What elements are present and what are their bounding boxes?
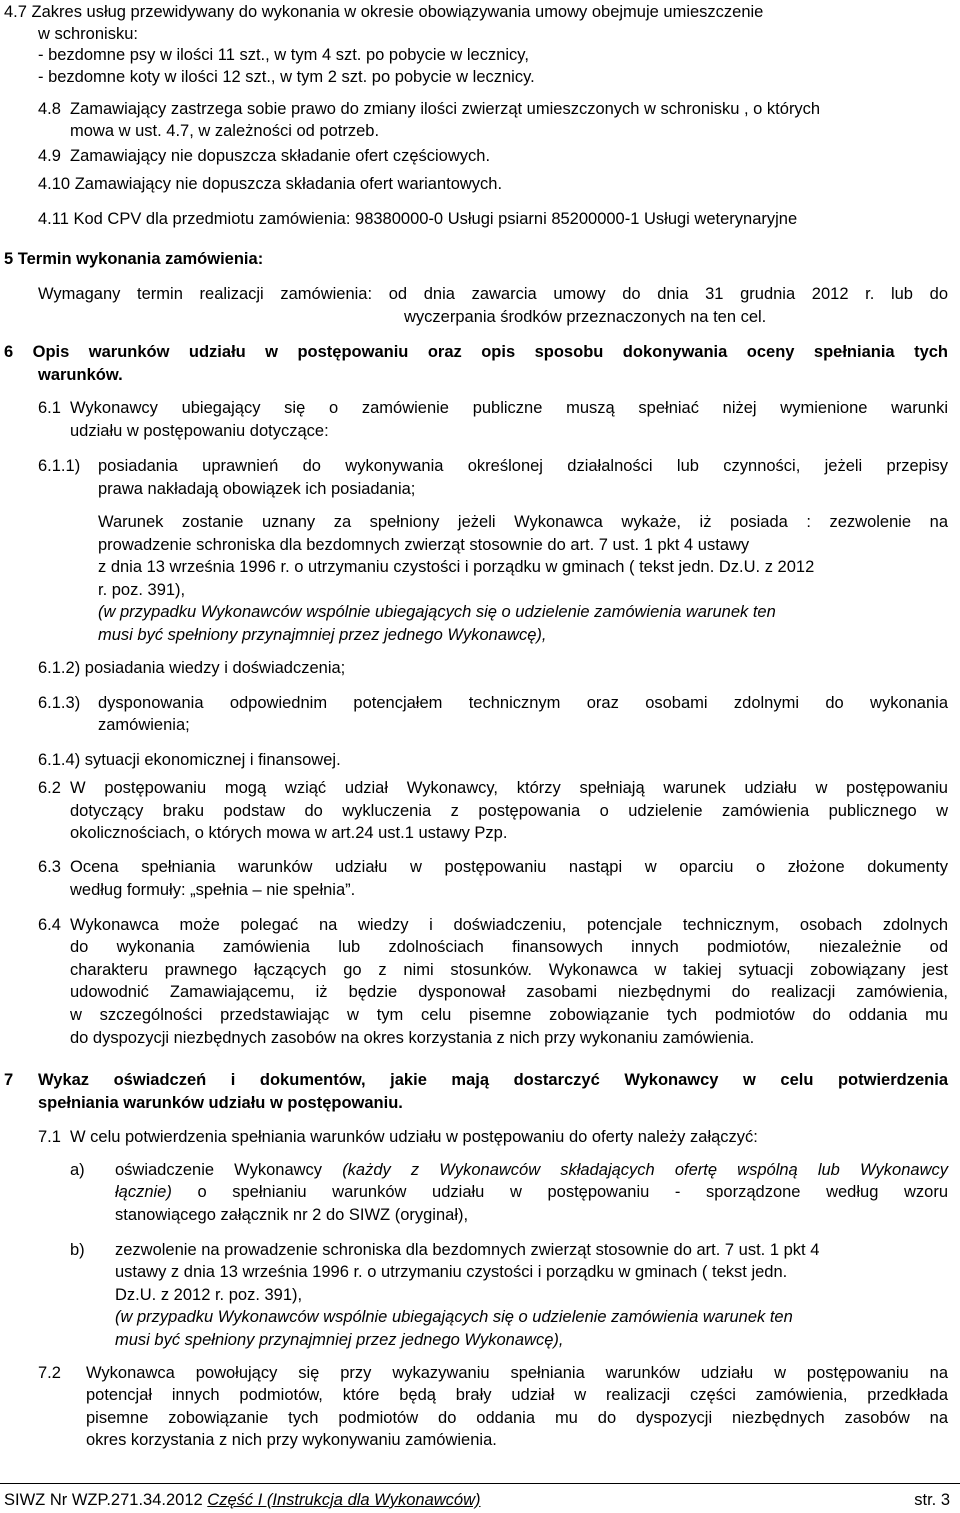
para-6-3-line-1: Ocena spełniania warunków udziału w postępowaniu nastąpi w oparciu o złożone dokumenty (70, 858, 948, 876)
para-6-4-line-3: charakteru prawnego łączących go z nimi stosunków. Wykonawca w takiej sytuacji zobowiązany jest (70, 961, 948, 979)
condition-line-4: r. poz. 391), (98, 581, 186, 599)
para-4-10: 4.10 Zamawiający nie dopuszcza składania ofert wariantowych. (38, 175, 503, 193)
section-5-line-1: Wymagany termin realizacji zamówienia: od dnia zawarcia umowy do dnia 31 grudnia 2012 r. lub do (38, 285, 948, 303)
item-a-line-3: stanowiącego załącznik nr 2 do SIWZ (oryginał), (115, 1206, 469, 1224)
para-4-9-text: Zamawiający nie dopuszcza składanie ofert częściowych. (70, 147, 491, 165)
condition-line-5: (w przypadku Wykonawców wspólnie ubiegających się o udzielenie zamówienia warunek ten (98, 603, 776, 621)
condition-line-6: musi być spełniony przynajmniej przez jednego Wykonawcę), (98, 626, 547, 644)
para-6-4-line-1: Wykonawca może polegać na wiedzy i doświadczeniu, potencjale technicznym, osobach zdolnych (70, 916, 948, 934)
condition-line-2: prowadzenie schroniska dla bezdomnych zwierząt stosownie do art. 7 ust. 1 pkt 4 ustawy (98, 536, 750, 554)
para-6-1-number: 6.1 (38, 399, 61, 417)
para-6-2-line-2: dotyczący braku podstaw do wykluczenia z postępowania o udzielenie zamówienia publicznego w (70, 802, 948, 820)
para-6-1-3-line-2: zamówienia; (98, 716, 190, 734)
para-4-8-number: 4.8 (38, 100, 61, 118)
section-5-line-2: wyczerpania środków przeznaczonych na ten cel. (404, 308, 767, 326)
condition-line-3: z dnia 13 września 1996 r. o utrzymaniu czystości i porządku w gminach ( tekst jedn. Dz.U. z 2012 (98, 558, 815, 576)
item-b-line-4: (w przypadku Wykonawców wspólnie ubiegających się o udzielenie zamówienia warunek ten (115, 1308, 793, 1326)
item-a-line-1 (115, 1160, 948, 1180)
para-6-2-line-3: okolicznościach, o których mowa w art.24 ust.1 ustawy Pzp. (70, 824, 508, 842)
section-7-number: 7 (4, 1071, 14, 1089)
para-6-3-line-2: według formuły: „spełnia – nie spełnia”. (70, 881, 356, 899)
para-7-1-text: W celu potwierdzenia spełniania warunków udziału w postępowaniu do oferty należy załączyć: (70, 1128, 758, 1146)
para-7-2-line-4: okres korzystania z nich przy wykonywaniu zamówienia. (86, 1431, 497, 1449)
para-7-2-number: 7.2 (38, 1364, 61, 1382)
para-6-4-line-6: do dyspozycji niezbędnych zasobów na okres korzystania z nich przy wykonaniu zamówienia. (70, 1029, 755, 1047)
footer-page-number: str. 3 (914, 1491, 950, 1509)
para-6-4-line-2: do wykonania zamówienia lub zdolnościach finansowych innych podmiotów, niezależnie od (70, 938, 948, 956)
section-7-heading-line-2: spełniania warunków udziału w postępowaniu. (38, 1094, 403, 1112)
para-4-7-line-4: - bezdomne koty w ilości 12 szt., w tym 2 szt. po pobycie w lecznicy. (38, 68, 535, 86)
para-4-7-line-3: - bezdomne psy w ilości 11 szt., w tym 4 szt. po pobycie w lecznicy, (38, 46, 529, 64)
item-a-line-2-plain: o spełnianiu warunków udziału w postępowaniu - sporządzone według wzoru (171, 1183, 948, 1201)
section-5-heading: 5 Termin wykonania zamówienia: (4, 250, 264, 268)
para-7-1-number: 7.1 (38, 1128, 61, 1146)
item-b-line-2: ustawy z dnia 13 września 1996 r. o utrzymaniu czystości i porządku w gminach ( tekst jedn. (115, 1263, 788, 1281)
item-a-line-1-italic: (każdy z Wykonawców składających ofertę wspólną lub Wykonawcy (342, 1161, 948, 1179)
item-a-line-2 (115, 1182, 948, 1202)
para-6-1-3-line-1: dysponowania odpowiednim potencjałem technicznym oraz osobami zdolnymi do wykonania (98, 694, 948, 712)
section-7-heading-line-1: Wykaz oświadczeń i dokumentów, jakie mają dostarczyć Wykonawcy w celu potwierdzenia (38, 1071, 948, 1089)
para-7-2-line-1: Wykonawca powołujący się przy wykazywaniu spełniania warunków udziału w postępowaniu na (86, 1364, 948, 1382)
para-6-3-number: 6.3 (38, 858, 61, 876)
para-6-1-1-line-1: posiadania uprawnień do wykonywania określonej działalności lub czynności, jeżeli przepisy (98, 457, 948, 475)
para-6-2-number: 6.2 (38, 779, 61, 797)
para-6-1-line-1: Wykonawcy ubiegający się o zamówienie publiczne muszą spełniać niżej wymienione warunki (70, 399, 948, 417)
footer-doc-number: SIWZ Nr WZP.271.34.2012 (4, 1491, 208, 1509)
para-4-8-line-2: mowa w ust. 4.7, w zależności od potrzeb. (70, 122, 380, 140)
para-6-2-line-1: W postępowaniu mogą wziąć udział Wykonawcy, którzy spełniają warunek udziału w postępowaniu (70, 779, 948, 797)
para-4-11: 4.11 Kod CPV dla przedmiotu zamówienia: 98380000-0 Usługi psiarni 85200000-1 Usługi weterynaryjne (38, 210, 798, 228)
item-a-marker: a) (70, 1161, 85, 1179)
para-6-4-line-5: w szczególności przedstawiając w tym celu pisemne zobowiązanie tych podmiotów do oddania mu (70, 1006, 948, 1024)
footer-part-title: Część I (Instrukcja dla Wykonawców) (207, 1491, 481, 1509)
para-7-2-line-2: potencjał innych podmiotów, które będą brały udział w realizacji części zamówienia, przedkłada (86, 1386, 948, 1404)
para-6-1-3-number: 6.1.3) (38, 694, 81, 712)
item-b-line-5: musi być spełniony przynajmniej przez jednego Wykonawcę), (115, 1331, 564, 1349)
para-4-7-line-2: w schronisku: (38, 25, 138, 43)
footer-left (4, 1490, 481, 1510)
para-7-2-line-3: pisemne zobowiązanie tych podmiotów do oddania mu do dyspozycji niezbędnych zasobów na (86, 1409, 948, 1427)
para-6-4-number: 6.4 (38, 916, 61, 934)
condition-line-1: Warunek zostanie uznany za spełniony jeżeli Wykonawca wykaże, iż posiada : zezwolenie na (98, 513, 948, 531)
para-6-1-line-2: udziału w postępowaniu dotyczące: (70, 422, 329, 440)
para-6-1-1-line-2: prawa nakładają obowiązek ich posiadania; (98, 480, 416, 498)
section-6-heading-line-1: 6 Opis warunków udziału w postępowaniu oraz opis sposobu dokonywania oceny spełniania tych (4, 343, 948, 361)
para-6-1-1-number: 6.1.1) (38, 457, 81, 475)
footer-divider (0, 1483, 960, 1484)
para-4-7-line-1: 4.7 Zakres usług przewidywany do wykonania w okresie obowiązywania umowy obejmuje umieszczenie (4, 3, 764, 21)
item-a-line-2-italic: łącznie) (115, 1183, 172, 1201)
item-b-marker: b) (70, 1241, 85, 1259)
para-6-1-4: 6.1.4) sytuacji ekonomicznej i finansowej. (38, 751, 341, 769)
item-b-line-3: Dz.U. z 2012 r. poz. 391), (115, 1286, 303, 1304)
para-4-8-line-1: Zamawiający zastrzega sobie prawo do zmiany ilości zwierząt umieszczonych w schronisku , o których (70, 100, 821, 118)
para-6-1-2: 6.1.2) posiadania wiedzy i doświadczenia; (38, 659, 346, 677)
item-b-line-1: zezwolenie na prowadzenie schroniska dla bezdomnych zwierząt stosownie do art. 7 ust. 1 pkt 4 (115, 1241, 820, 1259)
para-6-4-line-4: udowodnić Zamawiającemu, iż będzie dysponował zasobami niezbędnymi do realizacji zamówienia, (70, 983, 948, 1001)
item-a-line-1-plain: oświadczenie Wykonawcy (115, 1161, 343, 1179)
section-6-heading-line-2: warunków. (38, 366, 123, 384)
para-4-9-number: 4.9 (38, 147, 61, 165)
